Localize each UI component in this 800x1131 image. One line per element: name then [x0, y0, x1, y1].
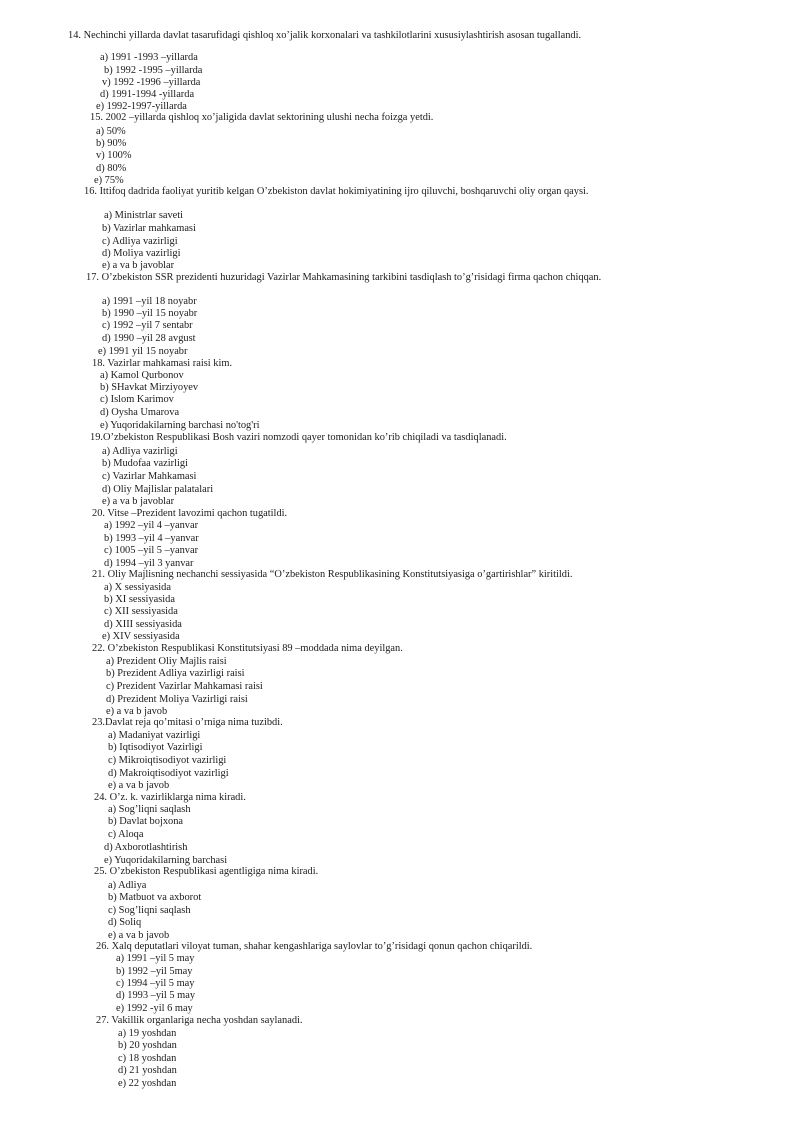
question-text: 23.Davlat reja qo’mitasi o’rniga nima tuzibdi. — [92, 717, 283, 728]
answer-option: e) Yuqoridakilarning barchasi no'tog'ri — [100, 420, 260, 431]
answer-option: c) 1994 –yil 5 may — [116, 978, 195, 989]
question-text: 27. Vakillik organlariga necha yoshdan saylanadi. — [96, 1015, 303, 1026]
answer-option: a) Prezident Oliy Majlis raisi — [106, 656, 227, 667]
answer-option: c) Sog’liqni saqlash — [108, 905, 191, 916]
answer-option: e) XIV sessiyasida — [102, 631, 180, 642]
answer-option: b) XI sessiyasida — [104, 594, 175, 605]
answer-option: d) Prezident Moliya Vazirligi raisi — [106, 694, 248, 705]
answer-option: b) 1992 –yil 5may — [116, 966, 193, 977]
answer-option: c) 1992 –yil 7 sentabr — [102, 320, 193, 331]
answer-option: d) Makroiqtisodiyot vazirligi — [108, 768, 229, 779]
answer-option: b) Iqtisodiyot Vazirligi — [108, 742, 203, 753]
answer-option: d) Axborotlashtirish — [104, 842, 188, 853]
answer-option: a) Adliya — [108, 880, 147, 891]
question-text: 17. O’zbekiston SSR prezidenti huzuridagi Vazirlar Mahkamasining tarkibini tasdiqlash to’g’risidagi firma qachon chiqqan. — [86, 272, 602, 283]
answer-option: e) a va b javob — [108, 930, 170, 941]
answer-option: d) 1994 –yil 3 yanvar — [104, 558, 194, 569]
answer-option: b) 1993 –yil 4 –yanvar — [104, 533, 199, 544]
answer-option: b) Davlat bojxona — [108, 816, 184, 827]
answer-option: b) SHavkat Mirziyoyev — [100, 382, 199, 393]
question-text: 16. Ittifoq dadrida faoliyat yuritib kelgan O’zbekiston davlat hokimiyatining ijro qiluvchi, boshqaruvchi oliy organ qaysi. — [84, 186, 589, 197]
answer-option: e) 1992-1997-yillarda — [96, 101, 187, 112]
answer-option: a) 1991 –yil 18 noyabr — [102, 296, 197, 307]
answer-option: c) 18 yoshdan — [118, 1053, 177, 1064]
answer-option: e) 22 yoshdan — [118, 1078, 177, 1089]
answer-option: c) Adliya vazirligi — [102, 236, 178, 247]
answer-option: d) 1990 –yil 28 avgust — [102, 333, 196, 344]
answer-option: c) 1005 –yil 5 –yanvar — [104, 545, 199, 556]
answer-option: c) Aloqa — [108, 829, 144, 840]
answer-option: e) 1991 yil 15 noyabr — [98, 346, 188, 357]
answer-option: a) Ministrlar saveti — [104, 210, 184, 221]
answer-option: a) X sessiyasida — [104, 582, 171, 593]
question-text: 20. Vitse –Prezident lavozimi qachon tugatildi. — [92, 508, 288, 519]
answer-option: d) 1991-1994 -yillarda — [100, 89, 195, 100]
answer-option: d) Soliq — [108, 917, 142, 928]
answer-option: v) 1992 -1996 –yillarda — [102, 77, 201, 88]
answer-option: c) Islom Karimov — [100, 394, 174, 405]
answer-option: c) Vazirlar Mahkamasi — [102, 471, 197, 482]
question-text: 21. Oliy Majlisning nechanchi sessiyasida “O’zbekiston Respublikasining Konstitutsiyasiga o’gartirishlar” kiritildi. — [92, 569, 573, 580]
answer-option: a) Sog’liqni saqlash — [108, 804, 191, 815]
answer-option: d) 80% — [96, 163, 127, 174]
question-text: 18. Vazirlar mahkamasi raisi kim. — [92, 358, 233, 369]
answer-option: b) Prezident Adliya vazirligi raisi — [106, 668, 245, 679]
answer-option: c) Prezident Vazirlar Mahkamasi raisi — [106, 681, 263, 692]
question-text: 25. O’zbekiston Respublikasi agentligiga nima kiradi. — [94, 866, 319, 877]
answer-option: a) Kamol Qurbonov — [100, 370, 184, 381]
answer-option: a) 1991 –yil 5 may — [116, 953, 195, 964]
answer-option: e) 1992 -yil 6 may — [116, 1003, 193, 1014]
answer-option: b) 1990 –yil 15 noyabr — [102, 308, 198, 319]
answer-option: b) 20 yoshdan — [118, 1040, 177, 1051]
answer-option: a) 50% — [96, 126, 126, 137]
question-text: 22. O’zbekiston Respublikasi Konstitutsiyasi 89 –moddada nima deyilgan. — [92, 643, 403, 654]
question-text: 26. Xalq deputatlari viloyat tuman, shahar kengashlariga saylovlar to’g’risidagi qonun qachon chiqarildi. — [96, 941, 533, 952]
answer-option: b) Mudofaa vazirligi — [102, 458, 188, 469]
answer-option: e) a va b javoblar — [102, 260, 175, 271]
answer-option: b) Vazirlar mahkamasi — [102, 223, 196, 234]
answer-option: d) Oliy Majlislar palatalari — [102, 484, 214, 495]
question-text: 14. Nechinchi yillarda davlat tasarufidagi qishloq xo’jalik korxonalari va tashkilotlarini xususiylashtirish asosan tugallandi. — [68, 30, 582, 41]
answer-option: e) a va b javob — [108, 780, 170, 791]
answer-option: a) 1991 -1993 –yillarda — [100, 52, 198, 63]
answer-option: a) 19 yoshdan — [118, 1028, 177, 1039]
answer-option: d) XIII sessiyasida — [104, 619, 182, 630]
answer-option: b) Matbuot va axborot — [108, 892, 202, 903]
question-text: 19.O’zbekiston Respublikasi Bosh vaziri nomzodi qayer tomonidan ko’rib chiqiladi va tasdiqlanadi. — [90, 432, 507, 443]
answer-option: e) Yuqoridakilarning barchasi — [104, 855, 228, 866]
question-text: 15. 2002 –yillarda qishloq xo’jaligida davlat sektorining ulushi necha foizga yetdi. — [90, 112, 434, 123]
answer-option: e) a va b javob — [106, 706, 168, 717]
answer-option: v) 100% — [96, 150, 132, 161]
answer-option: e) 75% — [94, 175, 124, 186]
answer-option: b) 90% — [96, 138, 127, 149]
answer-option: a) 1992 –yil 4 –yanvar — [104, 520, 199, 531]
question-text: 24. O’z. k. vazirliklarga nima kiradi. — [94, 792, 246, 803]
answer-option: a) Adliya vazirligi — [102, 446, 178, 457]
answer-option: d) Oysha Umarova — [100, 407, 180, 418]
answer-option: d) Moliya vazirligi — [102, 248, 181, 259]
answer-option: c) XII sessiyasida — [104, 606, 178, 617]
answer-option: e) a va b javoblar — [102, 496, 175, 507]
answer-option: a) Madaniyat vazirligi — [108, 730, 201, 741]
answer-option: d) 1993 –yil 5 may — [116, 990, 196, 1001]
answer-option: d) 21 yoshdan — [118, 1065, 177, 1076]
answer-option: c) Mikroiqtisodiyot vazirligi — [108, 755, 227, 766]
answer-option: b) 1992 -1995 –yillarda — [104, 65, 203, 76]
